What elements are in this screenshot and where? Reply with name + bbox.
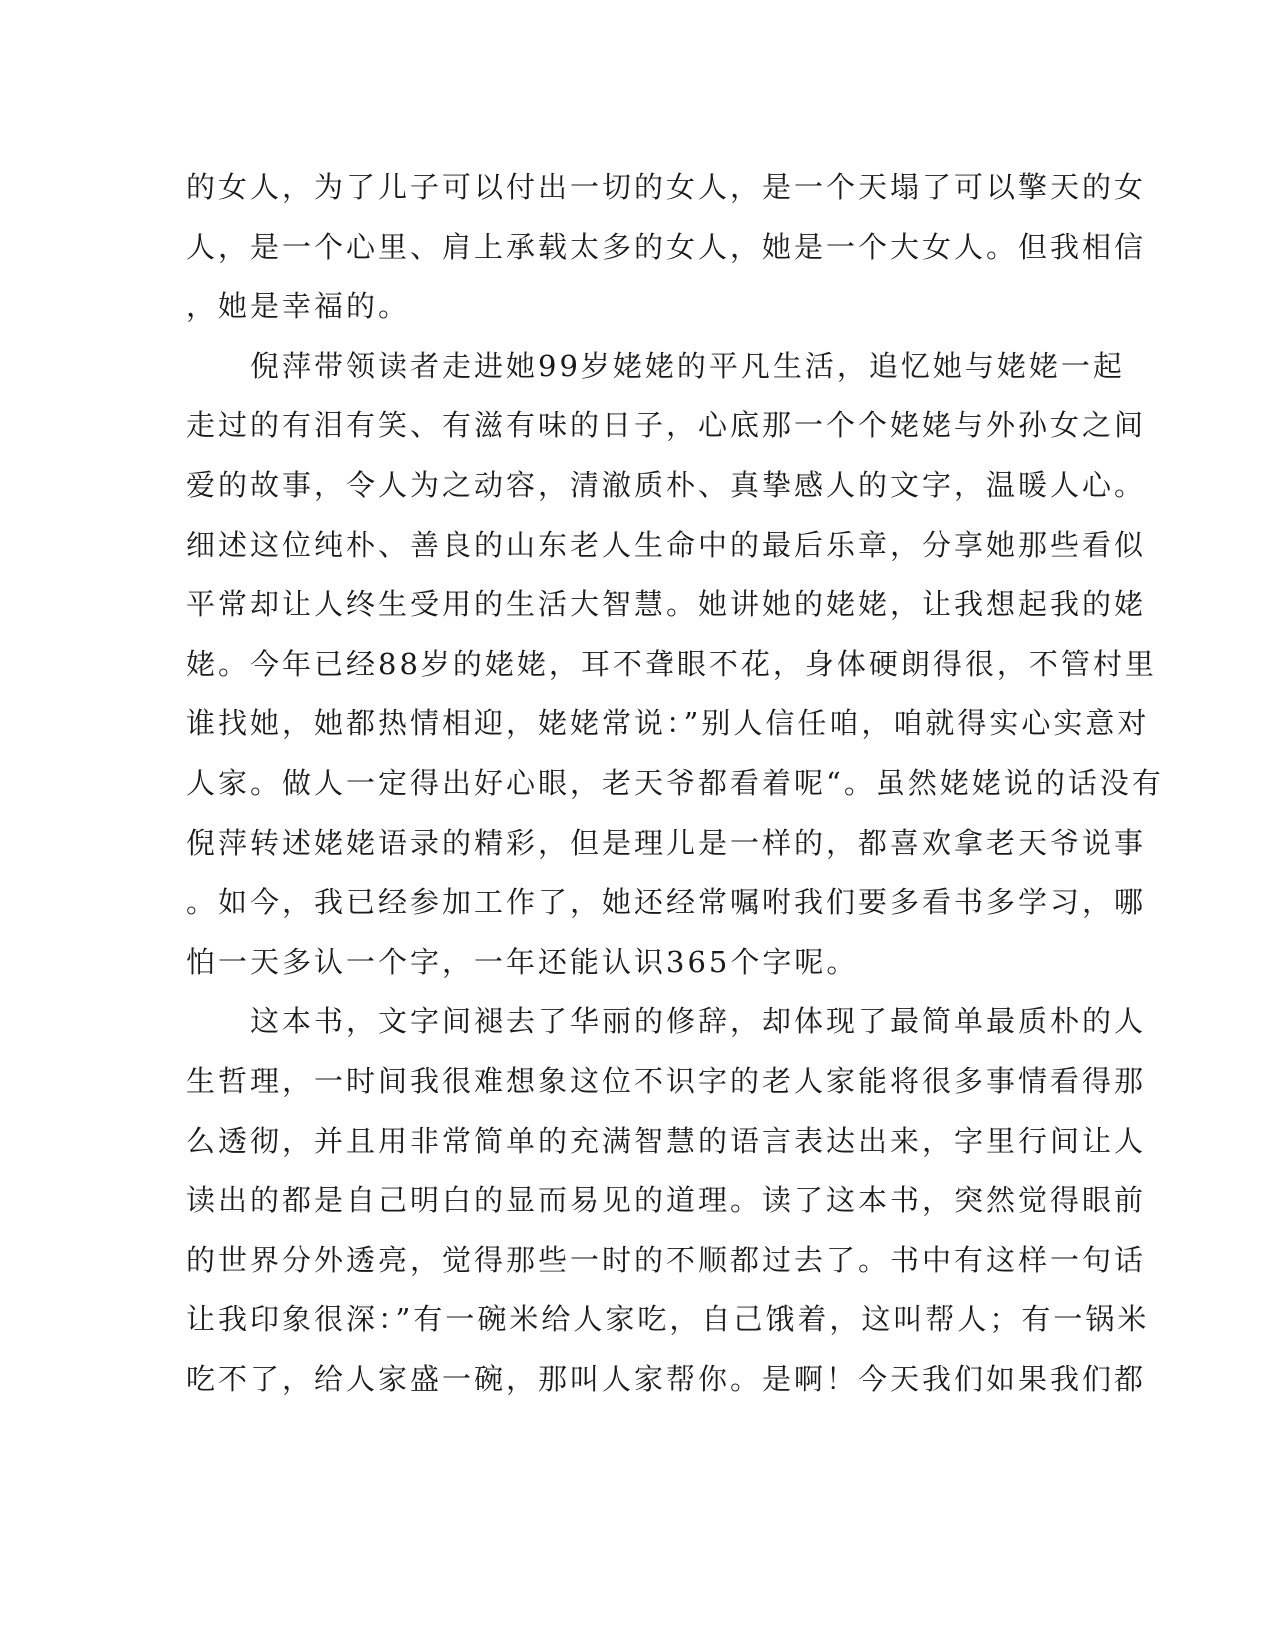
text-line: 姥。今年已经88岁的姥姥，耳不聋眼不花，身体硬朗得很，不管村里 — [186, 646, 1157, 681]
text-line: 的女人，为了儿子可以付出一切的女人，是一个天塌了可以擎天的女 — [186, 170, 1147, 204]
body-text — [186, 158, 1164, 1409]
text-line: 人，是一个心里、肩上承载太多的女人，她是一个大女人。但我相信 — [186, 229, 1147, 264]
text-line: 倪萍转述姥姥语录的精彩，但是理儿是一样的，都喜欢拿老天爷说事 — [186, 825, 1147, 860]
text-line: 让我印象很深：”有一碗米给人家吃，自己饿着，这叫帮人；有一锅米 — [186, 1302, 1150, 1337]
text-line: 读出的都是自己明白的显而易见的道理。读了这本书，突然觉得眼前 — [186, 1183, 1147, 1218]
text-line: 么透彻，并且用非常简单的充满智慧的语言表达出来，字里行间让人 — [186, 1123, 1147, 1158]
text-line: 倪萍带领读者走进她99岁姥姥的平凡生活，追忆她与姥姥一起 — [186, 348, 1125, 383]
text-line: 走过的有泪有笑、有滋有味的日子，心底那一个个姥姥与外孙女之间 — [186, 408, 1147, 443]
text-line: 。如今，我已经参加工作了，她还经常嘱咐我们要多看书多学习，哪 — [186, 885, 1147, 920]
text-line: 人家。做人一定得出好心眼，老天爷都看着呢“。虽然姥姥说的话没有 — [186, 765, 1164, 800]
text-line: 吃不了，给人家盛一碗，那叫人家帮你。是啊！今天我们如果我们都 — [186, 1361, 1147, 1396]
text-line: 谁找她，她都热情相迎，姥姥常说：”别人信任咱，咱就得实心实意对 — [186, 706, 1150, 741]
text-line: 怕一天多认一个字，一年还能认识365个字呢。 — [186, 944, 859, 979]
text-line: 生哲理，一时间我很难想象这位不识字的老人家能将很多事情看得那 — [186, 1063, 1147, 1098]
text-line: 爱的故事，令人为之动容，清澈质朴、真挚感人的文字，温暖人心。 — [186, 467, 1147, 502]
text-line: 的世界分外透亮，觉得那些一时的不顺都过去了。书中有这样一句话 — [186, 1242, 1147, 1277]
text-line: 细述这位纯朴、善良的山东老人生命中的最后乐章，分享她那些看似 — [186, 527, 1147, 562]
text-line: 这本书，文字间褪去了华丽的修辞，却体现了最简单最质朴的人 — [186, 1004, 1147, 1039]
text-line: ，她是幸福的。 — [186, 289, 411, 324]
text-line: 平常却让人终生受用的生活大智慧。她讲她的姥姥，让我想起我的姥 — [186, 587, 1147, 622]
